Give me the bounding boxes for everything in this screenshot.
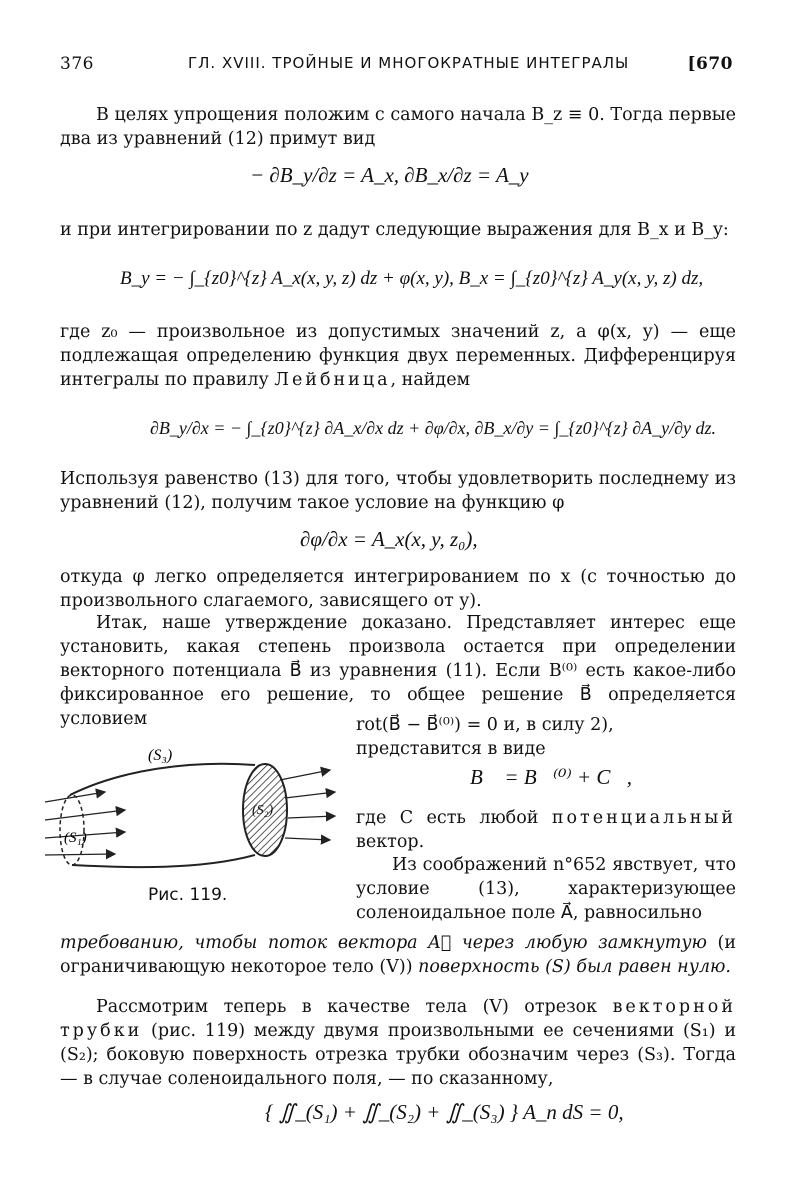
equation-2: B_y = − ∫_{z0}^{z} A_x(x, y, z) dz + φ(x, y), B_x = ∫_{z0}^{z} A_y(x, y, z) dz, bbox=[120, 268, 704, 289]
paragraph-2: и при интегрировании по z дадут следующие выражения для B_x и B_y: bbox=[60, 220, 729, 240]
paragraph-11-text-a: Рассмотрим теперь в качестве тела (V) отрезок bbox=[96, 997, 613, 1017]
paragraph-10-italic: требованию, чтобы поток вектора A⃗ через любую замкнутую bbox=[60, 933, 707, 953]
chapter-title: ГЛ. XVIII. ТРОЙНЫЕ И МНОГОКРАТНЫЕ ИНТЕГРАЛЫ bbox=[188, 54, 630, 72]
label-s2: (S₂) bbox=[252, 803, 274, 818]
label-s1: (S₁) bbox=[64, 830, 87, 846]
paragraph-8 bbox=[356, 806, 736, 854]
paragraph-3-text-b: , найдем bbox=[390, 370, 471, 390]
vector-tube-phrase: векторной трубки bbox=[60, 997, 736, 1041]
paragraph-7: rot(B⃗ − B⃗⁽⁰⁾) = 0 и, в силу 2), представится в виде bbox=[356, 715, 614, 759]
vector-tube-figure bbox=[30, 740, 340, 890]
paragraph-6: Итак, наше утверждение доказано. Представляет интерес еще установить, какая степень произвола остается при определении векторного потенциала B⃗ из уравнения (11). Если B⁽⁰⁾ есть какое-либо фиксированное его решение, то общее решение B⃗ определяется условием bbox=[60, 613, 736, 729]
paragraph-10-normal: (и ограничивающую некоторое тело (V)) bbox=[60, 933, 736, 977]
paragraph-8-text-b: вектор. bbox=[356, 832, 425, 852]
figure-caption: Рис. 119. bbox=[148, 885, 228, 905]
paragraph-10 bbox=[60, 931, 736, 979]
page-number: 376 bbox=[60, 54, 94, 74]
paragraph-11 bbox=[60, 995, 736, 1091]
paragraph-4: Используя равенство (13) для того, чтобы удовлетворить последнему из уравнений (12), получим такое условие на функцию φ bbox=[60, 469, 736, 513]
equation-3: ∂B_y/∂x = − ∫_{z0}^{z} ∂A_x/∂x dz + ∂φ/∂x, ∂B_x/∂y = ∫_{z0}^{z} ∂A_y/∂y dz. bbox=[150, 418, 717, 438]
section-number: [670 bbox=[687, 54, 733, 74]
paragraph-3 bbox=[60, 320, 736, 392]
equation-1: − ∂B_y/∂z = A_x, ∂B_x/∂z = A_y bbox=[250, 163, 529, 187]
paragraph-3-text-a: где z₀ — произвольное из допустимых значений z, а φ(x, y) — еще подлежащая определению функция двух переменных. Дифференцируя интегралы по правилу bbox=[60, 322, 736, 390]
paragraph-5: откуда φ легко определяется интегрированием по x (с точностью до произвольного слагаемого, зависящего от y). bbox=[60, 567, 736, 611]
label-s3: (S₃) bbox=[148, 747, 173, 764]
paragraph-11-text-b: (рис. 119) между двумя произвольными ее сечениями (S₁) и (S₂); боковую поверхность отрезка трубки обозначим через (S₃). Тогда — в случае соленоидального поля, — по сказанному, bbox=[60, 1021, 736, 1089]
author-name: Лейбница bbox=[274, 370, 391, 390]
equation-5: B⃗ = B⃗⁽⁰⁾ + C⃗, bbox=[470, 765, 632, 789]
equation-6: { ∬_(S₁) + ∬_(S₂) + ∬_(S₃) } A_n dS = 0, bbox=[265, 1100, 624, 1124]
paragraph-9: Из соображений n°652 явствует, что условие (13), характеризующее соленоидальное поле A⃗, равносильно bbox=[356, 855, 736, 923]
paragraph-8-text-a: где C есть любой bbox=[356, 808, 552, 828]
potential-word: потенциальный bbox=[551, 808, 736, 828]
equation-4: ∂φ/∂x = A_x(x, y, z₀), bbox=[300, 527, 478, 551]
paragraph-1: В целях упрощения положим с самого начала B_z ≡ 0. Тогда первые два из уравнений (12) примут вид bbox=[60, 105, 736, 149]
paragraph-10-italic-2: поверхность (S) был равен нулю. bbox=[418, 957, 731, 977]
